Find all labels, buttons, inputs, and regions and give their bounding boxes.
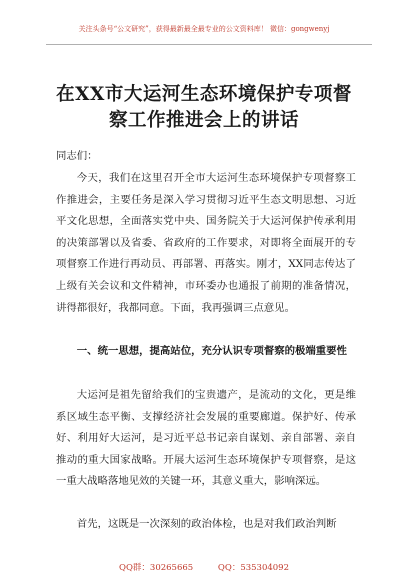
document-title: 在XX市大运河生态环境保护专项督察工作推进会上的讲话 [56,84,352,131]
paragraph-first-point: 首先，这既是一次深刻的政治体检，也是对我们政治判断 [76,518,337,530]
paragraph-intro: 今天，我们在这里召开全市大运河生态环境保护专项督察工作推进会，主要任务是深入学习贯彻习近平生态文明思想、习近平文化思想，全面落实党中央、国务院关于大运河保护传承利用的决策部署以及省委、省政府的工作要求，对即将全面展开的专项督察工作进行再动员、再部署、再落实。刚才，XX同志传达了上级有关会议和文件精神，市环委办也通报了前期的准备情况，讲得都很好，我都同意。下面，我再强调三点意见。 [56,172,356,314]
footer-qq: QQ：535304092 [217,563,289,573]
footer-contact [0,561,408,573]
footer-qq-group: QQ群：30265665 [118,563,194,573]
paragraph-grand-canal: 大运河是祖先留给我们的宝贵遗产，是流动的文化，更是维系区域生态平衡、支撑经济社会发展的重要廊道。保护好、传承好、利用好大运河，是习近平总书记亲自谋划、亲自部署、亲自推动的重大国家战略。开展大运河生态环境保护专项督察，是这一重大战略落地见效的关键一环，其意义重大，影响深远。 [56,389,356,488]
salutation: 同志们： [56,150,98,162]
section-heading-1: 一、统一思想，提高站位，充分认识专项督察的极端重要性 [76,345,347,357]
header-divider [46,44,372,45]
header-banner: 关注头条号“公文研究”，获得最新最全最专业的公文资料库！ 微信：gongwenyj [78,25,330,33]
